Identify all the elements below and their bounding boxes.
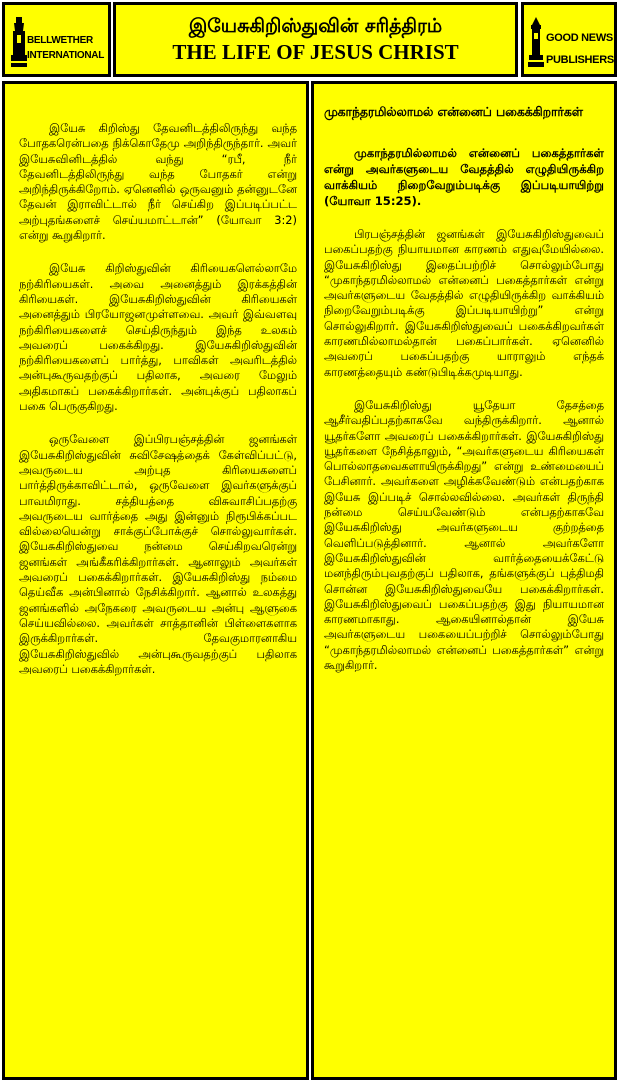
left-paragraph-1: இயேசு கிறிஸ்து தேவனிடத்திலிருந்து வந்த போதகரென்பதை நிக்கொதேமு அறிந்திருந்தார். அவர் இயேசுவினிடத்தில் வந்து “ரபீ, நீர் தேவனிடத்திலிருந்து வந்த போதகர் என்று அறிந்திருக்கிறோம். ஏனெனில் ஒருவனும் தன்னுடனே தேவன் இராவிட்டால் நீர் செய்கிற இப்படிப்பட்ட அற்புதங்களைச் செய்யமாட்டான்” (யோவா 3:2) என்று கூறுகிறார்.	[19, 121, 297, 243]
title-tamil: இயேசுகிறிஸ்துவின் சரித்திரம்	[188, 15, 443, 37]
right-paragraph-2: இயேசுகிறிஸ்து யூதேயா தேசத்தை ஆசீர்வதிப்பதற்காகவே வந்திருக்கிறார். ஆனால் யூதர்களோ அவரைப் பகைக்கிறார்கள். இயேசுகிறிஸ்து யூதர்களை நேசித்தாலும், “அவர்களுடைய கிரியைகள் பொல்லாதவைகளாயிருக்கிறது” என்று உண்மையைப் பேசினார். அவர்களை அழிக்கவேண்டும் என்பதற்காக இயேசு இப்படிச் சொல்லவில்லை. அவர்கள் திருந்தி நன்மை செய்யவேண்டும் என்பதற்காகவே இயேசுகிறிஸ்து அவர்களுடைய குற்றத்தை வெளிப்படுத்தினார். ஆனால் அவர்களோ இயேசுகிறிஸ்துவின் வார்த்தையைக்கேட்டு மனந்திரும்புவதற்குப் பதிலாக, தங்களுக்குப் புத்திமதி சொன்ன இயேசுகிறிஸ்துவையே பகைக்கிறார்கள். இயேசுகிறிஸ்துவைப் பகைப்பதற்கு இது நியாயமான காரணமாகாது. ஆகையினால்தான் இயேசு அவர்களுடைய பகையைப்பற்றிச் சொல்லும்போது “முகாந்தரமில்லாமல் என்னைப் பகைத்தார்கள்” என்று கூறுகிறார்.	[324, 397, 604, 673]
logo-left-line1: BELLWETHER	[27, 35, 93, 46]
title-english: THE LIFE OF JESUS CHRIST	[172, 40, 459, 64]
left-column	[2, 81, 309, 1080]
logo-right-line2: PUBLISHERS	[546, 54, 614, 66]
bell-tower-icon	[11, 17, 27, 67]
section-heading: முகாந்தரமில்லாமல் என்னைப் பகைக்கிறார்கள்	[324, 105, 583, 119]
logo-left-line2: INTERNATIONAL	[27, 50, 105, 61]
right-paragraph-1: பிரபஞ்சத்தின் ஜனங்கள் இயேசுகிறிஸ்துவைப் பகைப்பதற்கு நியாயமான காரணம் எதுவுமேயில்லை. இயேசுகிறிஸ்து இதைப்பற்றிச் சொல்லும்போது “முகாந்தரமில்லாமல் என்னைப் பகைத்தார்கள் என்று அவர்களுடைய வேதத்தில் எழுதியிருக்கிற வாக்கியம் நிறைவேறும்படிக்கு இப்படியாயிற்று” என்று சொல்லுகிறார். இயேசுகிறிஸ்துவைப் பகைக்கிறவர்கள் காரணமில்லாமல்தான் பகைப்பார்கள். ஏனெனில் அவரைப் பகைப்பதற்கு யாராலும் எந்தக் காரணத்தையும் கண்டுபிடிக்கமுடியாது.	[324, 227, 604, 379]
page-header	[113, 2, 518, 77]
left-paragraph-2: இயேசு கிறிஸ்துவின் கிரியைகளெல்லாமே நற்கிரியைகள். அவை அனைத்தும் இரக்கத்தின் கிரியைகள். இயேசுகிறிஸ்துவின் கிரியைகள் அனைத்தும் பிரயோஜனமுள்ளவை. அவர் இவ்வளவு நற்கிரியைகளைச் செய்திருந்தும் இந்த உலகம் அவரைப் பகைக்கிறது. இயேசுகிறிஸ்துவின் நற்கிரியைகளைப் பார்த்து, பாவிகள் அவரிடத்தில் அன்புகூருவதற்குப் பதிலாக, அவரை மேலும் அதிகமாகப் பகைக்கிறார்கள். அன்புக்குப் பதிலாகப் பகை பெருகுகிறது.	[19, 261, 297, 414]
right-column	[311, 81, 617, 1080]
left-paragraph-3: ஒருவேளை இப்பிரபஞ்சத்தின் ஜனங்கள் இயேசுகிறிஸ்துவின் சுவிசேஷத்தைக் கேள்விப்பட்டு, அவருடைய அற்புத கிரியைகளைப் பார்த்திருக்காவிட்டால், ஒருவேளை இவர்களுக்குப் பாவமிராது. சத்தியத்தை விசுவாசிப்பதற்கு அவருடைய வார்த்தை அது இன்னும் நிரூபிக்கப்பட வில்லையென்று சாக்குப்போக்குச் சொல்லுவார்கள். இயேசுகிறிஸ்துவை நன்மை செய்கிறவரென்று ஜனங்கள் அங்கீகரிக்கிறார்கள். ஆனாலும் அவர்கள் அவரைப் பகைக்கிறார்கள். இயேசுகிறிஸ்து நம்மை தெய்வீக அன்பினால் நேசிக்கிறார். ஆனால் உலகத்து ஜனங்களில் அநேகரை அவருடைய அன்பு ஆளுகை செய்யவில்லை. அவர்கள் சாத்தானின் பிள்ளைகளாக இருக்கிறார்கள். தேவகுமாரனாகிய இயேசுகிறிஸ்துவில் அன்புகூருவதற்குப் பதிலாக அவரைப் பகைக்கிறார்கள்.	[19, 432, 297, 676]
good-news-logo	[521, 2, 617, 77]
scripture-verse: முகாந்தரமில்லாமல் என்னைப் பகைத்தார்கள் என்று அவர்களுடைய வேதத்தில் எழுதியிருக்கிற வாக்கியம் நிறைவேறும்படிக்கு இப்படியாயிற்று (யோவா 15:25).	[324, 146, 604, 208]
tower-icon	[528, 17, 544, 67]
bellwether-logo	[2, 2, 111, 77]
logo-right-line1: GOOD NEWS	[546, 32, 613, 44]
